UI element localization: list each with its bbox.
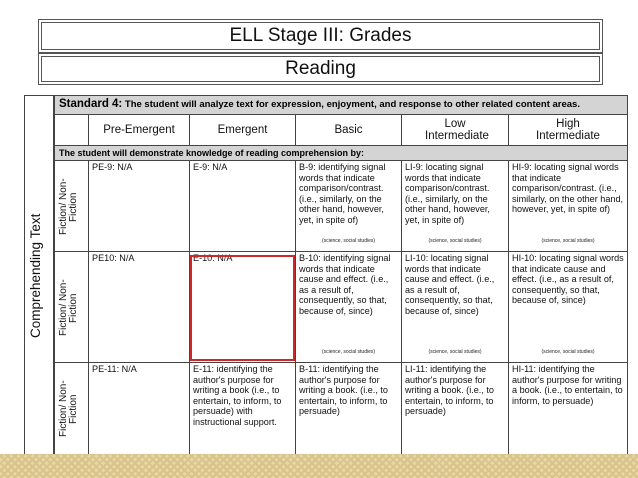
page-title: ELL Stage III: Grades <box>41 22 600 50</box>
cell-note: (science, social studies) <box>428 349 482 356</box>
subtitle-box <box>38 53 603 85</box>
table-cell-hi10 <box>508 251 628 363</box>
row-label-cell <box>54 362 89 458</box>
table-cell-li10 <box>401 251 509 363</box>
cell-text: HI-10: locating signal words that indicate cause and effect. (i.e., as a result of, consequently, so that, because of, since) <box>512 253 624 306</box>
row-label-cell <box>54 160 89 252</box>
cell-text: E-11: identifying the author's purpose for writing a book (i.e., to entertain, to inform, to persuade) with instructional support. <box>193 364 282 427</box>
header-spacer <box>54 114 89 146</box>
fiction-nonfiction-label: Fiction/ Non-Fiction <box>58 279 79 337</box>
table-cell-li9 <box>401 160 509 252</box>
table-cell-e11 <box>189 362 296 458</box>
column-header-low-intermediate <box>401 114 509 146</box>
table-cell-b9 <box>295 160 402 252</box>
row-label-cell <box>54 251 89 363</box>
subheader-row: The student will demonstrate knowledge of reading comprehension by: <box>54 145 628 161</box>
column-header-high-intermediate <box>508 114 628 146</box>
cell-note: (science, social studies) <box>541 349 595 356</box>
cell-note: (science, social studies) <box>541 238 595 245</box>
table-cell-pe9 <box>88 160 190 252</box>
table-cell-pe10 <box>88 251 190 363</box>
low-intermediate-text: Low Intermediate <box>425 118 489 142</box>
cell-text: HI-9: locating signal words that indicate comparison/contrast. (i.e., similarly, on the other hand, however, yet, in spite of) <box>512 162 624 215</box>
standards-table <box>24 95 626 457</box>
column-header-emergent: Emergent <box>189 114 296 146</box>
cell-text: E-10: N/A <box>193 253 233 263</box>
standard-row <box>54 95 628 115</box>
standard-label: Standard 4: <box>59 98 123 110</box>
cell-text: PE10: N/A <box>92 253 135 263</box>
column-header-basic: Basic <box>295 114 402 146</box>
comprehending-text-label: Comprehending Text <box>28 213 43 339</box>
fiction-nonfiction-label: Fiction/ Non-Fiction <box>58 178 79 236</box>
cell-note: (science, social studies) <box>428 238 482 245</box>
column-header-pre-emergent: Pre-Emergent <box>88 114 190 146</box>
cell-text: B-10: identifying signal words that indicate cause and effect. (i.e., as a result of, consequently, so that, because of, since) <box>299 253 391 316</box>
cell-text: LI-11: identifying the author's purpose for writing a book. (i.e., to entertain, to inform, to persuade) <box>405 364 494 417</box>
cell-text: LI-9: locating signal words that indicate comparison/contrast. (i.e., similarly, on the other hand, however, yet, in spite of) <box>405 162 490 225</box>
highlight-box <box>190 255 295 361</box>
page-subtitle: Reading <box>41 56 600 82</box>
cell-text: PE-9: N/A <box>92 162 133 172</box>
decorative-footer-band <box>0 454 638 478</box>
cell-text: PE-11: N/A <box>92 364 137 374</box>
table-cell-e9 <box>189 160 296 252</box>
cell-text: LI-10: locating signal words that indicate cause and effect. (i.e., as a result of, consequently, so that, because of, since) <box>405 253 495 316</box>
cell-text: HI-11: identifying the author's purpose for writing a book. (i.e., to entertain, to inform, to persuade) <box>512 364 623 406</box>
title-box <box>38 19 603 53</box>
cell-text: B-11: identifying the author's purpose for writing a book. (i.e., to entertain, to inform, to persuade) <box>299 364 388 417</box>
table-cell-b10 <box>295 251 402 363</box>
high-intermediate-text: High Intermediate <box>536 118 600 142</box>
table-cell-hi11 <box>508 362 628 458</box>
vertical-label-cell <box>24 95 54 458</box>
fiction-nonfiction-label: Fiction/ Non-Fiction <box>58 380 79 438</box>
table-cell-b11 <box>295 362 402 458</box>
cell-text: B-9: identifying signal words that indicate comparison/contrast. (i.e., similarly, on the other hand, however, yet, in spite of) <box>299 162 386 225</box>
table-cell-li11 <box>401 362 509 458</box>
cell-note: (science, social studies) <box>321 349 376 356</box>
cell-text: E-9: N/A <box>193 162 228 172</box>
standard-text: The student will analyze text for expression, enjoyment, and response to other related content areas. <box>122 99 580 110</box>
cell-note: (science, social studies) <box>321 238 376 245</box>
table-cell-hi9 <box>508 160 628 252</box>
table-cell-pe11 <box>88 362 190 458</box>
